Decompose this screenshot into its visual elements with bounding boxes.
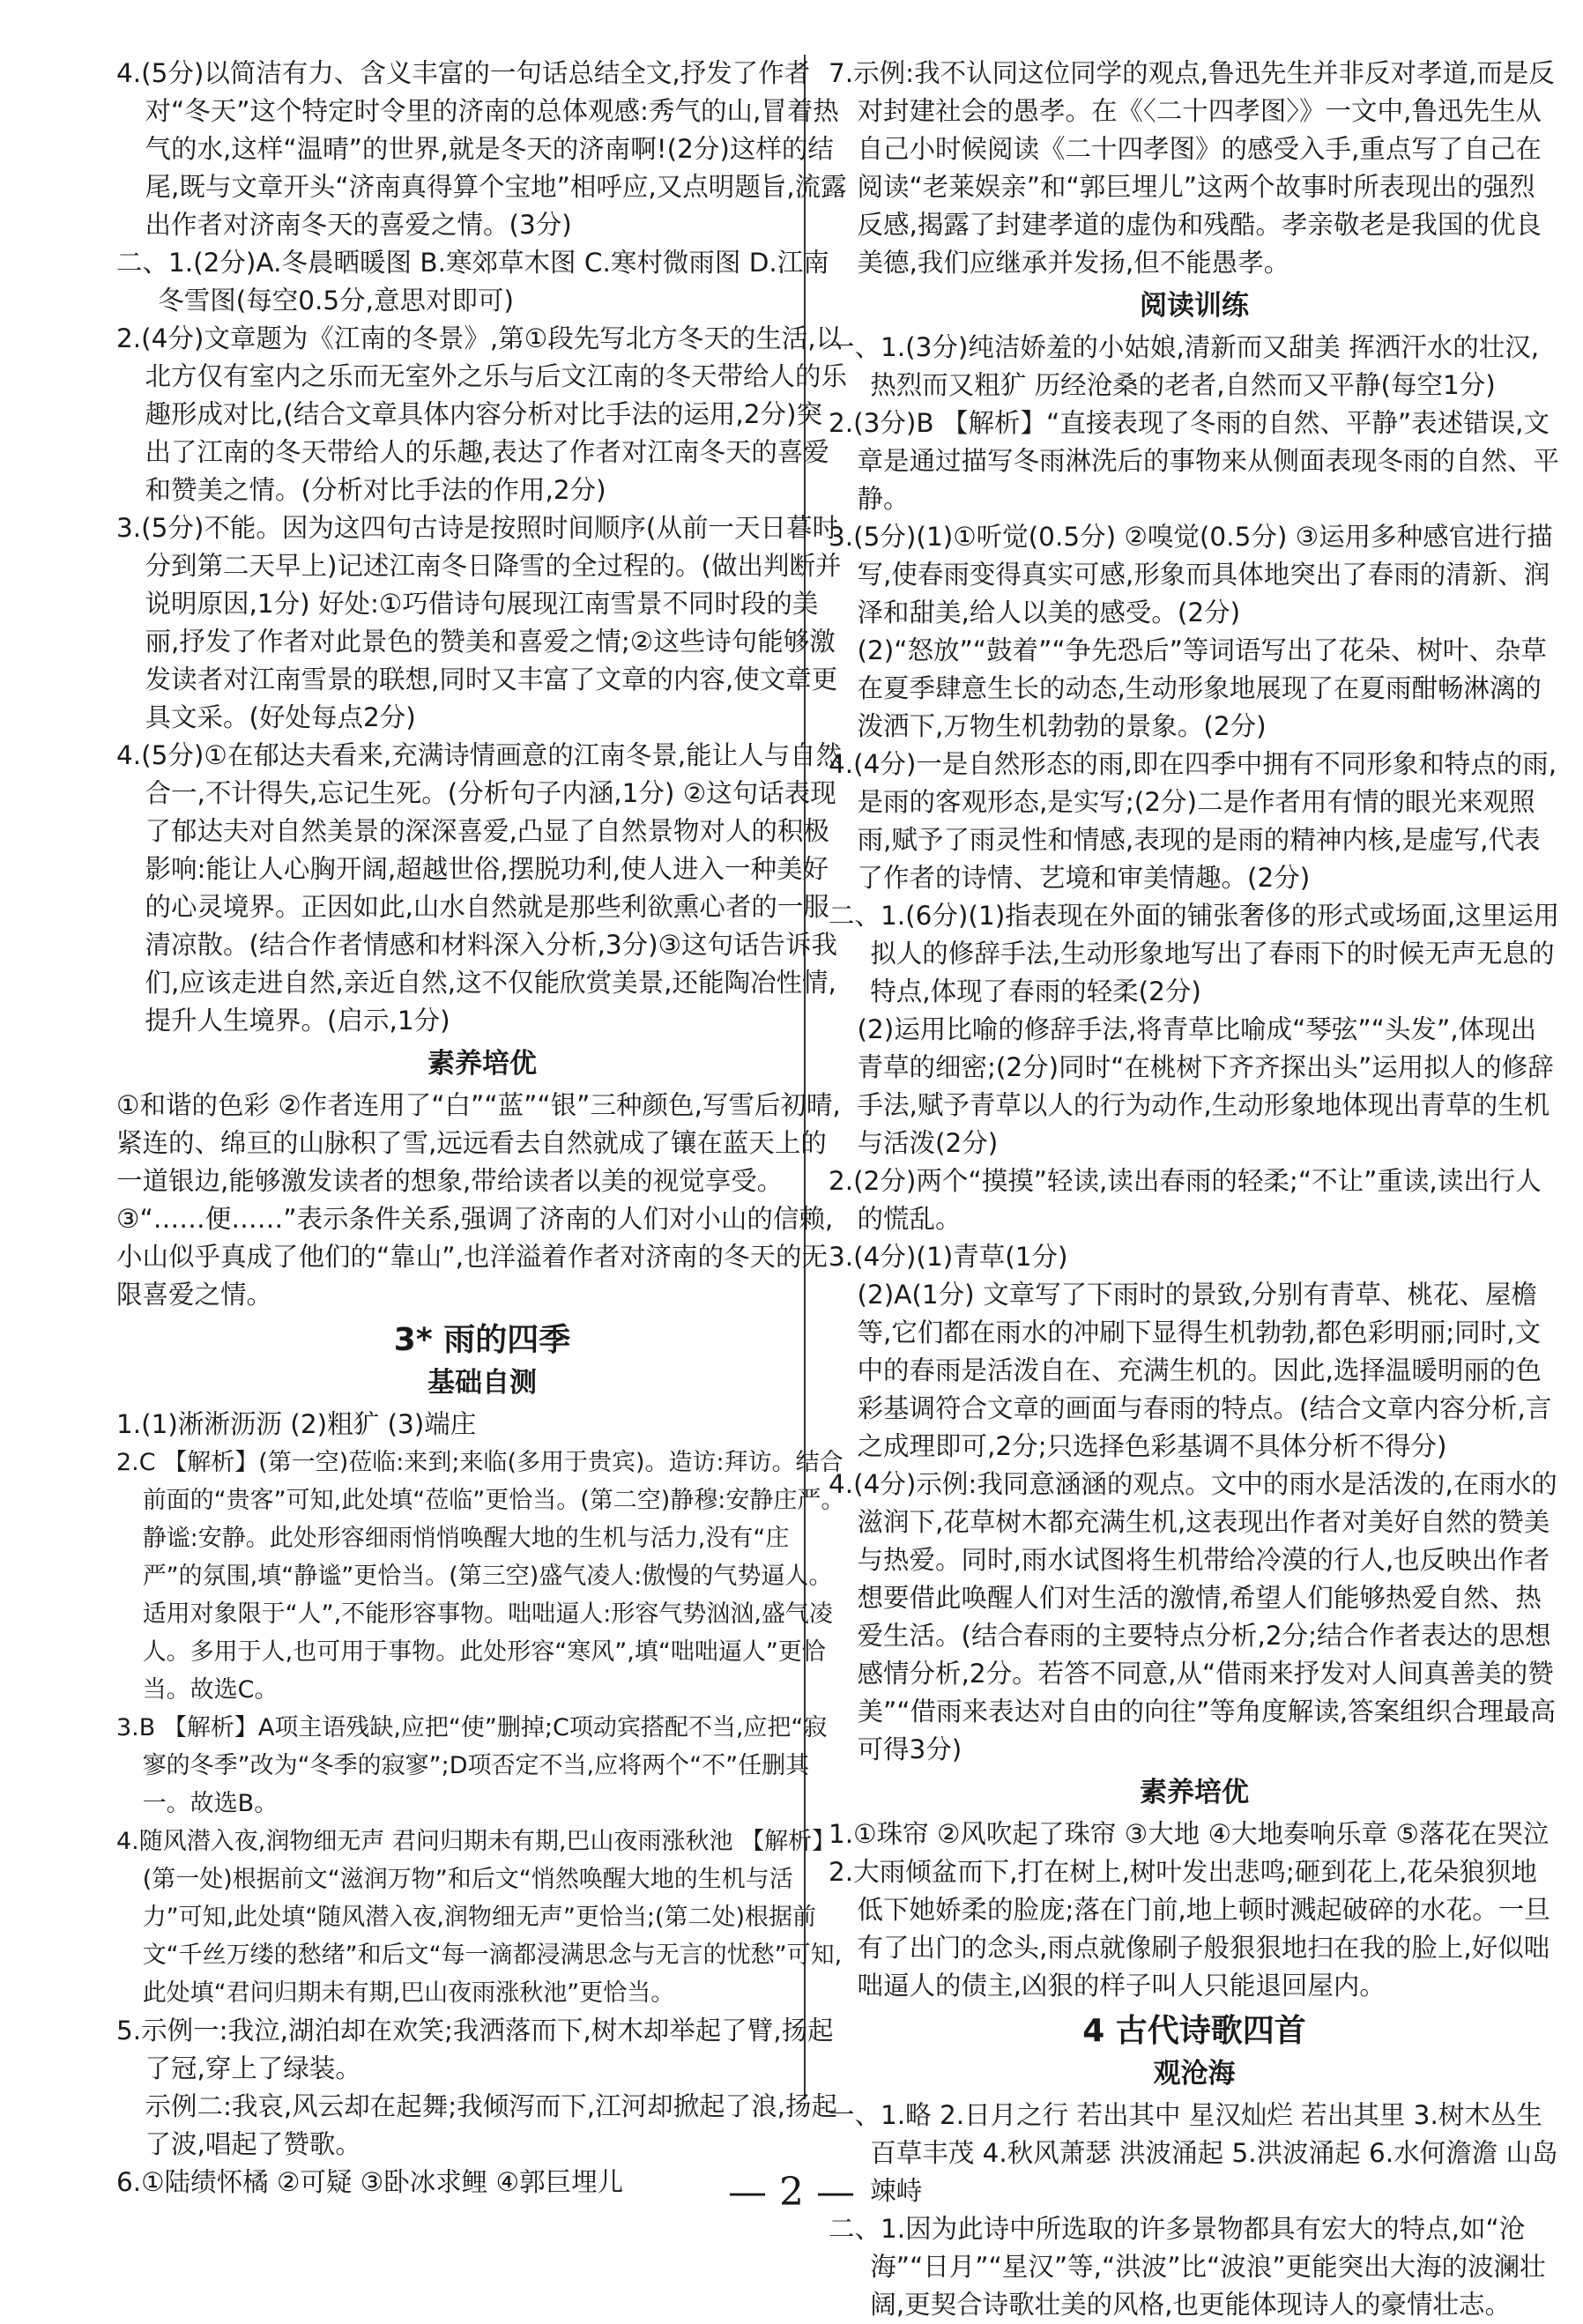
lesson-title: 3* 雨的四季 <box>393 1322 571 1358</box>
answer-item: 3.B 【解析】A项主语残缺,应把“使”删掉;C项动宾搭配不当,应把“寂寥的冬季”改为“冬季的寂寥”;D项否定不当,应将两个“不”任删其一。故选B。 <box>116 1714 828 1817</box>
answer-item: (2)A(1分) 文章写了下雨时的景致,分别有青草、桃花、屋檐等,它们都在雨水的冲刷下显得生机勃勃,都色彩明丽;同时,文中的春雨是活泼自在、充满生机的。因此,选择温暖明丽的色彩基调符合文章的画面与春雨的特点。(结合文章内容分析,言之成理即可,2分;只选择色彩基调不具体分析不得分) <box>857 1280 1552 1461</box>
answer-item: 二、1.(2分)A.冬晨晒暖图 B.寒郊草木图 C.寒村微雨图 D.江南冬雪图(每空0.5分,意思对即可) <box>116 248 829 316</box>
answer-item: 3.(4分)(1)青草(1分) <box>829 1242 1068 1272</box>
right-column <box>829 55 1560 2324</box>
answer-item: 5.示例一:我泣,湖泊却在欢笑;我洒落而下,树木却举起了臂,扬起了冠,穿上了绿装。 <box>116 2016 834 2083</box>
answer-item: 2.(4分)文章题为《江南的冬景》,第①段先写北方冬天的生活,以北方仅有室内之乐而无室外之乐与后文江南的冬天带给人的乐趣形成对比,(结合文章具体内容分析对比手法的运用,2分)突出了江南的冬天带给人的乐趣,表达了作者对江南冬天的喜爱和赞美之情。(分析对比手法的作用,2分) <box>116 323 847 505</box>
answer-item: 7.示例:我不认同这位同学的观点,鲁迅先生并非反对孝道,而是反对封建社会的愚孝。在《〈二十四孝图〉》一文中,鲁迅先生从自己小时候阅读《二十四孝图》的感受入手,重点写了自己在阅读“老莱娱亲”和“郭巨埋儿”这两个故事时所表现出的强烈反感,揭露了封建孝道的虚伪和残酷。孝亲敬老是我国的优良美德,我们应继承并发扬,但不能愚孝。 <box>829 58 1555 278</box>
lesson-title: 4 古代诗歌四首 <box>1082 2013 1306 2049</box>
poem-title: 观沧海 <box>1153 2058 1236 2090</box>
section-heading: 阅读训练 <box>1140 290 1249 322</box>
answer-item: 一、1.略 2.日月之行 若出其中 星汉灿烂 若出其里 3.树木丛生 百草丰茂 4.秋风萧瑟 洪波涌起 5.洪波涌起 6.水何澹澹 山岛竦峙 <box>829 2100 1558 2206</box>
answer-item: 1.①珠帘 ②风吹起了珠帘 ③大地 ④大地奏响乐章 ⑤落花在哭泣 <box>829 1819 1550 1849</box>
answer-item: (2)运用比喻的修辞手法,将青草比喻成“琴弦”“头发”,体现出青草的细密;(2分)同时“在桃树下齐齐探出头”运用拟人的修辞手法,赋予青草以人的行为动作,生动形象地体现出青草的生机与活泼(2分) <box>857 1014 1554 1158</box>
left-column <box>116 55 848 2201</box>
page-number: — 2 — <box>728 2170 855 2215</box>
section-heading: 素养培优 <box>427 1048 537 1080</box>
answer-item: 4.随风潜入夜,润物细无声 君问归期未有期,巴山夜雨涨秋池 【解析】(第一处)根据前文“滋润万物”和后文“悄然唤醒大地的生机与活力”可知,此处填“随风潜入夜,润物细无声”更恰当;(第二处)根据前文“千丝万缕的愁绪”和后文“每一滴都浸满思念与无言的忧愁”可知,此处填“君问归期未有期,巴山夜雨涨秋池”更恰当。 <box>116 1828 843 2007</box>
answer-item: 二、1.因为此诗中所选取的许多景物都具有宏大的特点,如“沧海”“日月”“星汉”等,“洪波”比“波浪”更能突出大海的波澜壮阔,更契合诗歌壮美的风格,也更能体现诗人的豪情壮志。 <box>829 2214 1546 2320</box>
answer-item: ①和谐的色彩 ②作者连用了“白”“蓝”“银”三种颜色,写雪后初晴,紧连的、绵亘的山脉积了雪,远远看去自然就成了镶在蓝天上的一道银边,能够激发读者的想象,带给读者以美的视觉享受。 ③“……便……”表示条件关系,强调了济南的人们对小山的信赖,小山似乎真成了他们的“靠山”,也洋溢着作者对济南的冬天的无限喜爱之情。 <box>116 1090 841 1310</box>
answer-item: 示例二:我哀,风云却在起舞;我倾泻而下,江河却掀起了浪,扬起了波,唱起了赞歌。 <box>145 2091 837 2159</box>
section-heading: 基础自测 <box>427 1367 537 1399</box>
answer-item: 2.大雨倾盆而下,打在树上,树叶发出悲鸣;砸到花上,花朵狼狈地低下她娇柔的脸庞;落在门前,地上顿时溅起破碎的水花。一旦有了出门的念头,雨点就像刷子般狠狠地扫在我的脸上,好似咄咄逼人的债主,凶狠的样子叫人只能退回屋内。 <box>829 1857 1550 2001</box>
answer-item: 4.(4分)示例:我同意涵涵的观点。文中的雨水是活泼的,在雨水的滋润下,花草树木都充满生机,这表现出作者对美好自然的赞美与热爱。同时,雨水试图将生机带给冷漠的行人,也反映出作者想要借此唤醒人们对生活的激情,希望人们能够热爱自然、热爱生活。(结合春雨的主要特点分析,2分;结合作者表达的思想感情分析,2分。若答不同意,从“借雨来抒发对人间真善美的赞美”“借雨来表达对自由的向往”等角度解读,答案组织合理最高可得3分) <box>829 1469 1557 1764</box>
answer-item: 6.①陆绩怀橘 ②可疑 ③卧冰求鲤 ④郭巨埋儿 <box>116 2167 624 2197</box>
answer-item: 2.(2分)两个“摸摸”轻读,读出春雨的轻柔;“不让”重读,读出行人的慌乱。 <box>829 1166 1542 1234</box>
answer-item: 3.(5分)(1)①听觉(0.5分) ②嗅觉(0.5分) ③运用多种感官进行描写,使春雨变得真实可感,形象而具体地突出了春雨的清新、润泽和甜美,给人以美的感受。(2分) <box>829 522 1553 627</box>
section-heading: 素养培优 <box>1140 1777 1249 1808</box>
answer-item: 4.(4分)一是自然形态的雨,即在四季中拥有不同形象和特点的雨,是雨的客观形态,是实写;(2分)二是作者用有情的眼光来观照雨,赋予了雨灵性和情感,表现的是雨的精神内核,是虚写,代表了作者的诗情、艺境和审美情趣。(2分) <box>829 749 1557 893</box>
answer-item: 1.(1)淅淅沥沥 (2)粗犷 (3)端庄 <box>116 1409 477 1439</box>
answer-item: 2.C 【解析】(第一空)莅临:来到;来临(多用于贵宾)。造访:拜访。结合前面的“贵客”可知,此处填“莅临”更恰当。(第二空)静穆:安静庄严。静谧:安静。此处形容细雨悄悄唤醒大地的生机与活力,没有“庄严”的氛围,填“静谧”更恰当。(第三空)盛气凌人:傲慢的气势逼人。适用对象限于“人”,不能形容事物。咄咄逼人:形容气势汹汹,盛气凌人。多用于人,也可用于事物。此处形容“寒风”,填“咄咄逼人”更恰当。故选C。 <box>116 1449 845 1704</box>
answer-item: 3.(5分)不能。因为这四句古诗是按照时间顺序(从前一天日暮时分到第二天早上)记述江南冬日降雪的全过程的。(做出判断并说明原因,1分) 好处:①巧借诗句展现江南雪景不同时段的美丽,抒发了作者对此景色的赞美和喜爱之情;②这些诗句能够激发读者对江南雪景的联想,同时又丰富了文章的内容,使文章更具文采。(好处每点2分) <box>116 513 842 732</box>
answer-item: 4.(5分)①在郁达夫看来,充满诗情画意的江南冬景,能让人与自然合一,不计得失,忘记生死。(分析句子内涵,1分) ②这句话表现了郁达夫对自然美景的深深喜爱,凸显了自然景物对人的积极影响:能让人心胸开阔,超越世俗,摆脱功利,使人进入一种美好的心灵境界。正因如此,山水自然就是那些利欲熏心者的一服清凉散。(结合作者情感和材料深入分析,3分)③这句话告诉我们,应该走进自然,亲近自然,这不仅能欣赏美景,还能陶冶性情,提升人生境界。(启示,1分) <box>116 740 843 1036</box>
answer-item: (2)“怒放”“鼓着”“争先恐后”等词语写出了花朵、树叶、杂草在夏季肆意生长的动态,生动形象地展现了在夏雨酣畅淋漓的泼洒下,万物生机勃勃的景象。(2分) <box>857 635 1547 741</box>
answer-item: 二、1.(6分)(1)指表现在外面的铺张奢侈的形式或场面,这里运用拟人的修辞手法,生动形象地写出了春雨下的时候无声无息的特点,体现了春雨的轻柔(2分) <box>829 901 1560 1006</box>
answer-item: 4.(5分)以简洁有力、含义丰富的一句话总结全文,抒发了作者对“冬天”这个特定时令里的济南的总体观感:秀气的山,冒着热气的水,这样“温晴”的世界,就是冬天的济南啊!(2分)这样的结尾,既与文章开头“济南真得算个宝地”相呼应,又点明题旨,流露出作者对济南冬天的喜爱之情。(3分) <box>116 58 847 240</box>
answer-item: 一、1.(3分)纯洁娇羞的小姑娘,清新而又甜美 挥洒汗水的壮汉,热烈而又粗犷 历经沧桑的老者,自然而又平静(每空1分) <box>829 332 1540 400</box>
answer-item: 2.(3分)B 【解析】“直接表现了冬雨的自然、平静”表述错误,文章是通过描写冬雨淋洗后的事物来从侧面表现冬雨的自然、平静。 <box>829 408 1559 514</box>
